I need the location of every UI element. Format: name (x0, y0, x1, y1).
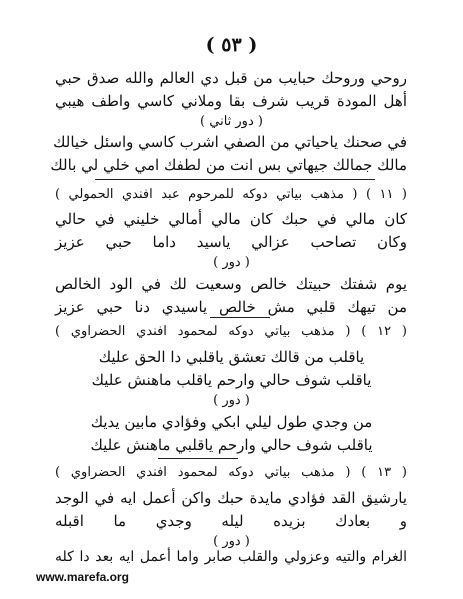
verse-line: في صحنك ياحياتي من الصفي اشرب كاسي واسئل خيالك (53, 133, 407, 151)
verse-line: و بعادك بزيده ليله وجدي ما اقبله (55, 512, 407, 530)
verse-line: ياقلب شوف حالي وارحم ياقلبي ماهنش عليك (90, 436, 373, 454)
verse-line: يوم شفتك حبيتك خالص وسعيت لك في الود الخالص (55, 275, 407, 293)
verse-line: مالك جمالك جيهاتي بس انت من لطفك امي خلي لي بالك (50, 156, 407, 174)
section-heading: ( دور ) (213, 255, 250, 270)
underline-mark (210, 317, 270, 318)
divider (95, 179, 375, 180)
page-number: ( ٥٣ ) (205, 34, 258, 56)
underline-mark (158, 458, 238, 459)
verse-line: أهل المودة قريب شرف بقا وملاني كاسي واطف هيبي (55, 92, 407, 110)
verse-line: روحي وروحك حبايب من قبل دي العالم والله صدق حبي (55, 69, 407, 87)
verse-line: ياقلب من قالك تعشق ياقلبي دا الحق عليك (98, 348, 365, 366)
verse-line: كان مالي في حبك كان مالي أمالي خليني في حالي (55, 210, 407, 228)
verse-line: الغرام والتيه وعزولي والقلب صابر واما أعمل ايه بعد دا كله (55, 549, 407, 565)
section-heading: ( دور ثاني ) (200, 114, 263, 129)
site-watermark: www.marefa.org (36, 570, 129, 584)
verse-line: من تيهك قلبي مش خالص ياسيدي دنا حبي عزيز (55, 298, 407, 316)
verse-line: ياقلب شوف حالي وارحم ياقلب ماهنش عليك (91, 371, 372, 389)
verse-line: وكان تصاحب عزالي ياسيد داما حبي عزيز (55, 233, 407, 251)
verse-line: من وجدي طول ليلي ابكي وفؤادي مابين يديك (90, 413, 373, 431)
song-heading: ( ١٢ ) ( مذهب بياتي دوكه لمحمود افندي الحضراوي ) (55, 324, 407, 339)
song-heading: ( ١١ ) ( مذهب بياتي دوكه للمرحوم عبد افندي الحمولي ) (55, 187, 407, 202)
section-heading: ( دور ) (213, 393, 250, 408)
song-heading: ( ١٣ ) ( مذهب بياتي دوكه لمحمود افندي الحضراوي ) (55, 465, 407, 480)
section-heading: ( دور ) (213, 534, 250, 549)
verse-line: يارشيق القد فؤادي مايدة حبك واكن أعمل ايه في الوجد (55, 489, 407, 507)
